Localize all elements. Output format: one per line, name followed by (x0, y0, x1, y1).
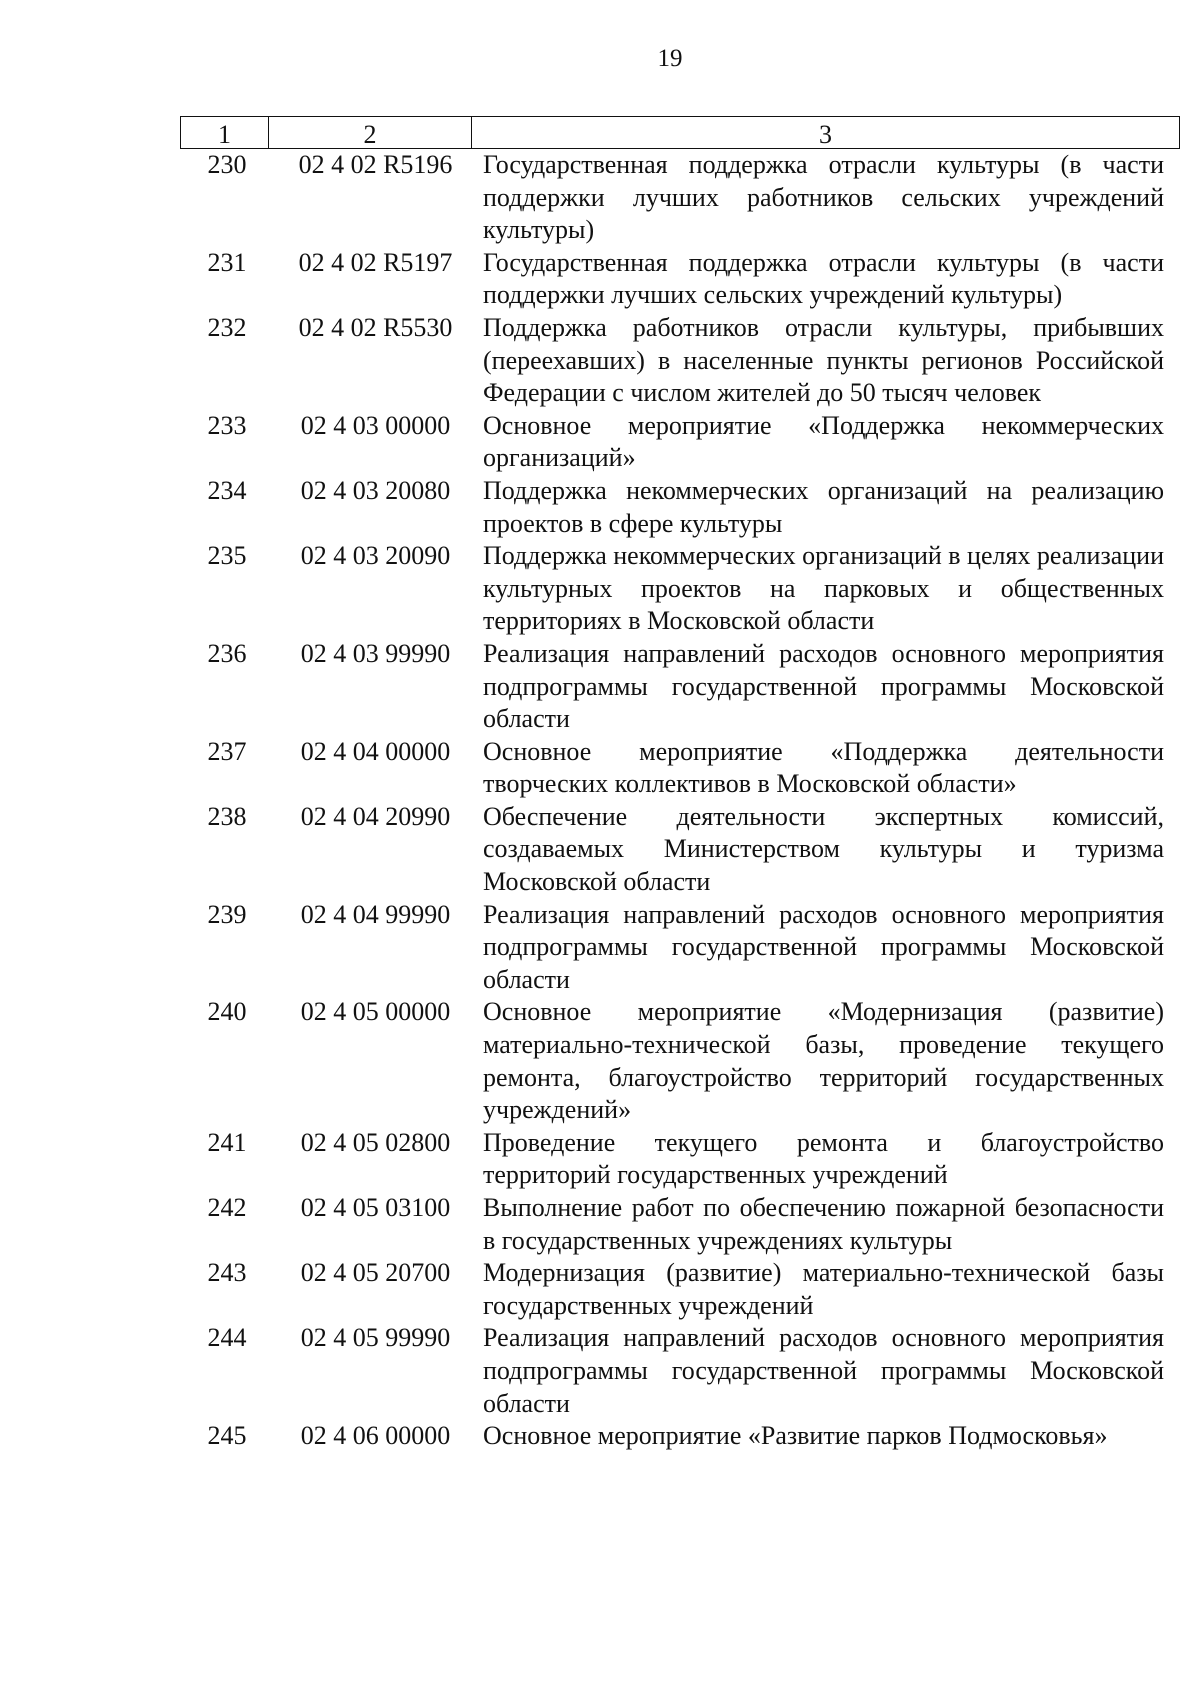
row-code: 02 4 03 99990 (300, 638, 451, 668)
row-code: 02 4 05 20700 (300, 1258, 451, 1288)
table-row (180, 996, 1180, 1126)
table-row (180, 475, 1180, 540)
row-number: 239 (207, 899, 247, 929)
row-description: Поддержка работников отрасли культуры, прибывших (переехавших) в населенные пункты регионов Российской Федерации с числом жителей до 50 тысяч человек (483, 312, 1164, 408)
table-row (180, 1127, 1180, 1192)
row-code: 02 4 03 00000 (300, 410, 451, 440)
row-code: 02 4 04 20990 (300, 801, 451, 831)
row-description: Поддержка некоммерческих организаций в целях реализации культурных проектов на парковых и общественных территориях в Московской области (483, 541, 1165, 636)
row-code: 02 4 05 00000 (300, 997, 451, 1027)
classification-table (180, 116, 1180, 1453)
row-description: Основное мероприятие «Поддержка деятельности творческих коллективов в Московской области» (483, 736, 1164, 799)
row-description: Государственная поддержка отрасли культуры (в части поддержки лучших работников сельских учреждений культуры) (483, 150, 1164, 245)
row-number: 235 (207, 541, 247, 571)
table-row (180, 638, 1180, 736)
table-row (180, 247, 1180, 312)
row-description: Выполнение работ по обеспечению пожарной безопасности в государственных учреждениях культуры (483, 1193, 1164, 1255)
row-code: 02 4 02 R5197 (298, 247, 453, 277)
table-row (180, 1257, 1180, 1322)
table-row (180, 410, 1180, 475)
table-row (180, 801, 1180, 899)
page-number: 19 (657, 45, 683, 72)
row-number: 244 (207, 1323, 247, 1353)
row-number: 233 (207, 410, 247, 440)
row-code: 02 4 04 99990 (300, 899, 451, 929)
row-number: 237 (207, 736, 247, 766)
row-description: Модернизация (развитие) материально-технической базы государственных учреждений (483, 1258, 1164, 1320)
row-description: Реализация направлений расходов основного мероприятия подпрограммы государственной программы Московской области (483, 899, 1164, 994)
table-body (180, 149, 1180, 1453)
row-number: 241 (207, 1127, 247, 1157)
table-row (180, 1420, 1180, 1453)
row-description: Основное мероприятие «Поддержка некоммерческих организаций» (483, 410, 1164, 473)
row-code: 02 4 03 20080 (300, 475, 451, 505)
row-code: 02 4 06 00000 (300, 1421, 451, 1451)
table-header (180, 116, 1180, 149)
row-number: 240 (207, 997, 247, 1027)
row-number: 245 (207, 1421, 247, 1451)
row-code: 02 4 03 20090 (300, 541, 451, 571)
row-description: Основное мероприятие «Модернизация (развитие) материально-технической базы, проведение текущего ремонта, благоустройство территорий государственных учреждений» (483, 997, 1164, 1125)
row-description: Реализация направлений расходов основного мероприятия подпрограммы государственной программы Московской области (483, 638, 1164, 734)
row-code: 02 4 05 99990 (300, 1323, 451, 1353)
row-description: Реализация направлений расходов основного мероприятия подпрограммы государственной программы Московской области (483, 1323, 1164, 1418)
row-description: Государственная поддержка отрасли культуры (в части поддержки лучших сельских учреждений культуры) (483, 247, 1164, 310)
row-description: Обеспечение деятельности экспертных комиссий, создаваемых Министерством культуры и туризма Московской области (483, 801, 1164, 897)
table-row (180, 1322, 1180, 1420)
table-row (180, 312, 1180, 410)
row-code: 02 4 04 00000 (300, 736, 451, 766)
row-description: Поддержка некоммерческих организаций на реализацию проектов в сфере культуры (483, 475, 1164, 538)
row-number: 242 (207, 1193, 247, 1222)
header-col-3: 3 (819, 120, 832, 149)
table-row (180, 540, 1180, 638)
row-code: 02 4 02 R5530 (298, 312, 453, 342)
row-number: 230 (207, 150, 247, 179)
row-number: 243 (207, 1258, 247, 1288)
row-number: 232 (207, 312, 247, 342)
row-code: 02 4 05 02800 (300, 1127, 451, 1157)
row-number: 236 (207, 638, 247, 668)
table-row (180, 736, 1180, 801)
row-description: Проведение текущего ремонта и благоустройство территорий государственных учреждений (483, 1127, 1164, 1190)
row-code: 02 4 02 R5196 (298, 150, 453, 179)
table-row (180, 149, 1180, 247)
header-col-2: 2 (269, 117, 472, 148)
row-number: 238 (207, 801, 247, 831)
table-row (180, 1192, 1180, 1257)
table-row (180, 899, 1180, 997)
row-code: 02 4 05 03100 (300, 1193, 451, 1222)
row-number: 231 (207, 247, 247, 277)
row-description: Основное мероприятие «Развитие парков Подмосковья» (483, 1421, 1108, 1451)
header-col-1: 1 (181, 117, 269, 148)
row-number: 234 (207, 475, 247, 505)
